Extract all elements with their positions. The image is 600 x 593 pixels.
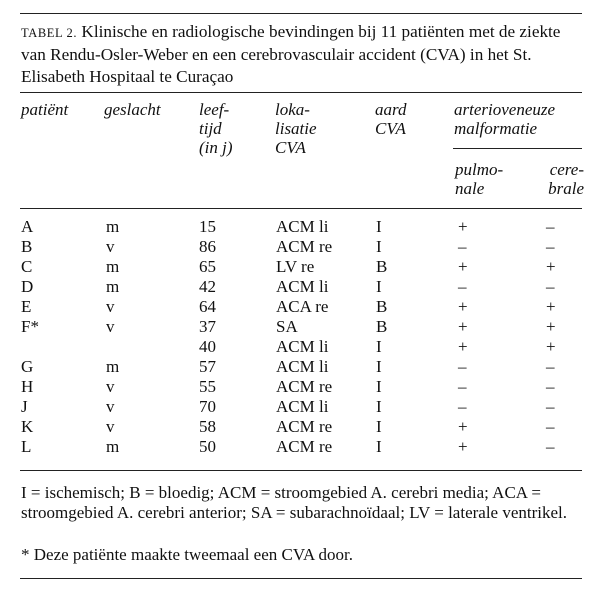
table-row bbox=[0, 417, 600, 437]
cell-geslacht: v bbox=[106, 237, 115, 256]
cell-cerebrale: – bbox=[546, 377, 555, 396]
header-pulmonale-line2: nale bbox=[455, 179, 485, 198]
cell-leeftijd: 86 bbox=[199, 237, 216, 256]
cell-aard: I bbox=[376, 237, 382, 256]
cell-aard: I bbox=[376, 337, 382, 356]
cell-aard: I bbox=[376, 217, 382, 236]
table-legend: I = ischemisch; B = bloedig; ACM = stroomgebied A. cerebri media; ACA = stroomgebied A. cerebri anterior; SA = subarachnoïdaal; LV = laterale ventrikel. bbox=[21, 483, 568, 522]
cell-leeftijd: 15 bbox=[199, 217, 216, 236]
header-bottom-rule bbox=[20, 208, 582, 209]
cell-pulmonale: + bbox=[458, 317, 468, 336]
cell-lokalisatie: ACM li bbox=[276, 357, 329, 376]
cell-pulmonale: + bbox=[458, 337, 468, 356]
cell-cerebrale: – bbox=[546, 417, 555, 436]
cell-aard: I bbox=[376, 377, 382, 396]
cell-aard: I bbox=[376, 397, 382, 416]
header-lokalisatie bbox=[275, 100, 317, 157]
cell-pulmonale: + bbox=[458, 217, 468, 236]
cell-cerebrale: + bbox=[546, 317, 556, 336]
cell-lokalisatie: ACM re bbox=[276, 377, 333, 396]
cell-cerebrale: + bbox=[546, 257, 556, 276]
cell-pulmonale: + bbox=[458, 297, 468, 316]
cell-geslacht: v bbox=[106, 317, 115, 336]
table-label: TABEL 2. bbox=[21, 26, 78, 40]
cell-leeftijd: 57 bbox=[199, 357, 216, 376]
header-leeftijd-line3: (in j) bbox=[199, 138, 233, 157]
cell-aard: B bbox=[376, 297, 388, 316]
cell-leeftijd: 70 bbox=[199, 397, 216, 416]
cell-lokalisatie: ACM li bbox=[276, 277, 329, 296]
cell-lokalisatie: LV re bbox=[276, 257, 315, 276]
cell-leeftijd: 58 bbox=[199, 417, 216, 436]
table-bottom-rule bbox=[20, 470, 582, 471]
cell-geslacht: v bbox=[106, 417, 115, 436]
table-row bbox=[0, 357, 600, 377]
cell-pulmonale: – bbox=[458, 357, 467, 376]
header-cerebrale-line2: brale bbox=[548, 179, 584, 198]
table-row bbox=[0, 257, 600, 277]
cell-leeftijd: 42 bbox=[199, 277, 216, 296]
header-leeftijd-line2: tijd bbox=[199, 119, 222, 138]
cell-aard: B bbox=[376, 317, 388, 336]
header-cerebrale-line1: cere- bbox=[549, 160, 584, 179]
cell-pulmonale: – bbox=[458, 237, 467, 256]
cell-aard: I bbox=[376, 357, 382, 376]
cell-lokalisatie: ACM re bbox=[276, 437, 333, 456]
cell-lokalisatie: ACA re bbox=[276, 297, 329, 316]
header-pulmonale bbox=[455, 160, 503, 198]
header-avm bbox=[454, 100, 555, 138]
cell-lokalisatie: ACM li bbox=[276, 397, 329, 416]
header-geslacht: geslacht bbox=[104, 100, 161, 119]
table-row bbox=[0, 377, 600, 397]
cell-patient: D bbox=[21, 277, 34, 296]
table-row bbox=[0, 297, 600, 317]
header-aard-line2: CVA bbox=[375, 119, 406, 138]
cell-lokalisatie: ACM li bbox=[276, 217, 329, 236]
cell-geslacht: m bbox=[106, 257, 120, 276]
header-aard-line1: aard bbox=[375, 100, 407, 119]
cell-aard: B bbox=[376, 257, 388, 276]
cell-aard: I bbox=[376, 417, 382, 436]
cell-patient: J bbox=[21, 397, 28, 416]
cell-pulmonale: – bbox=[458, 377, 467, 396]
cell-lokalisatie: SA bbox=[276, 317, 298, 336]
cell-cerebrale: – bbox=[546, 217, 555, 236]
cell-patient: C bbox=[21, 257, 33, 276]
cell-patient: E bbox=[21, 297, 32, 316]
table-row bbox=[0, 437, 600, 457]
header-lokalisatie-line3: CVA bbox=[275, 138, 306, 157]
table-row bbox=[0, 337, 600, 357]
cell-pulmonale: – bbox=[458, 397, 467, 416]
table-row bbox=[0, 317, 600, 337]
cell-lokalisatie: ACM re bbox=[276, 417, 333, 436]
avm-subheader-rule bbox=[453, 148, 582, 149]
header-lokalisatie-line1: loka- bbox=[275, 100, 310, 119]
cell-pulmonale: + bbox=[458, 437, 468, 456]
cell-lokalisatie: ACM li bbox=[276, 337, 329, 356]
header-avm-line1: arterioveneuze bbox=[454, 100, 556, 119]
cell-patient: G bbox=[21, 357, 34, 376]
cell-pulmonale: – bbox=[458, 277, 467, 296]
cell-cerebrale: + bbox=[546, 297, 556, 316]
cell-cerebrale: – bbox=[546, 397, 555, 416]
table-caption bbox=[21, 21, 583, 88]
cell-cerebrale: + bbox=[546, 337, 556, 356]
cell-cerebrale: – bbox=[546, 237, 555, 256]
cell-geslacht: m bbox=[106, 277, 120, 296]
cell-pulmonale: + bbox=[458, 417, 468, 436]
cell-patient: A bbox=[21, 217, 34, 236]
table-row bbox=[0, 277, 600, 297]
cell-pulmonale: + bbox=[458, 257, 468, 276]
cell-patient: L bbox=[21, 437, 32, 456]
table-row bbox=[0, 217, 600, 237]
top-rule bbox=[20, 13, 582, 14]
header-leeftijd-line1: leef- bbox=[199, 100, 230, 119]
cell-patient: K bbox=[21, 417, 34, 436]
cell-cerebrale: – bbox=[546, 357, 555, 376]
header-lokalisatie-line2: lisatie bbox=[275, 119, 317, 138]
cell-geslacht: m bbox=[106, 217, 120, 236]
cell-aard: I bbox=[376, 277, 382, 296]
cell-leeftijd: 37 bbox=[199, 317, 216, 336]
cell-lokalisatie: ACM re bbox=[276, 237, 333, 256]
cell-patient: B bbox=[21, 237, 33, 256]
cell-leeftijd: 40 bbox=[199, 337, 216, 356]
cell-cerebrale: – bbox=[546, 277, 555, 296]
cell-geslacht: v bbox=[106, 297, 115, 316]
header-pulmonale-line1: pulmo- bbox=[455, 160, 504, 179]
header-aard bbox=[375, 100, 407, 138]
cell-geslacht: v bbox=[106, 397, 115, 416]
cell-patient: H bbox=[21, 377, 34, 396]
cell-cerebrale: – bbox=[546, 437, 555, 456]
cell-geslacht: m bbox=[106, 437, 120, 456]
header-patient: patiënt bbox=[21, 100, 69, 119]
header-cerebrale bbox=[544, 160, 584, 198]
cell-geslacht: v bbox=[106, 377, 115, 396]
cell-leeftijd: 65 bbox=[199, 257, 216, 276]
table-row bbox=[0, 237, 600, 257]
caption-text: Klinische en radiologische bevindingen bij 11 patiënten met de ziekte van Rendu-Osler-Weber en een cerebrovasculair accident (CVA) in het St. Elisabeth Hospitaal te Curaçao bbox=[21, 22, 561, 86]
cell-patient: F* bbox=[21, 317, 39, 336]
cell-aard: I bbox=[376, 437, 382, 456]
cell-leeftijd: 64 bbox=[199, 297, 216, 316]
header-leeftijd bbox=[199, 100, 233, 157]
table-footnote: * Deze patiënte maakte tweemaal een CVA door. bbox=[21, 545, 354, 564]
cell-leeftijd: 50 bbox=[199, 437, 216, 456]
header-top-rule bbox=[20, 92, 582, 93]
cell-leeftijd: 55 bbox=[199, 377, 216, 396]
cell-geslacht: m bbox=[106, 357, 120, 376]
header-avm-line2: malformatie bbox=[454, 119, 538, 138]
page-bottom-rule bbox=[20, 578, 582, 579]
table-row bbox=[0, 397, 600, 417]
